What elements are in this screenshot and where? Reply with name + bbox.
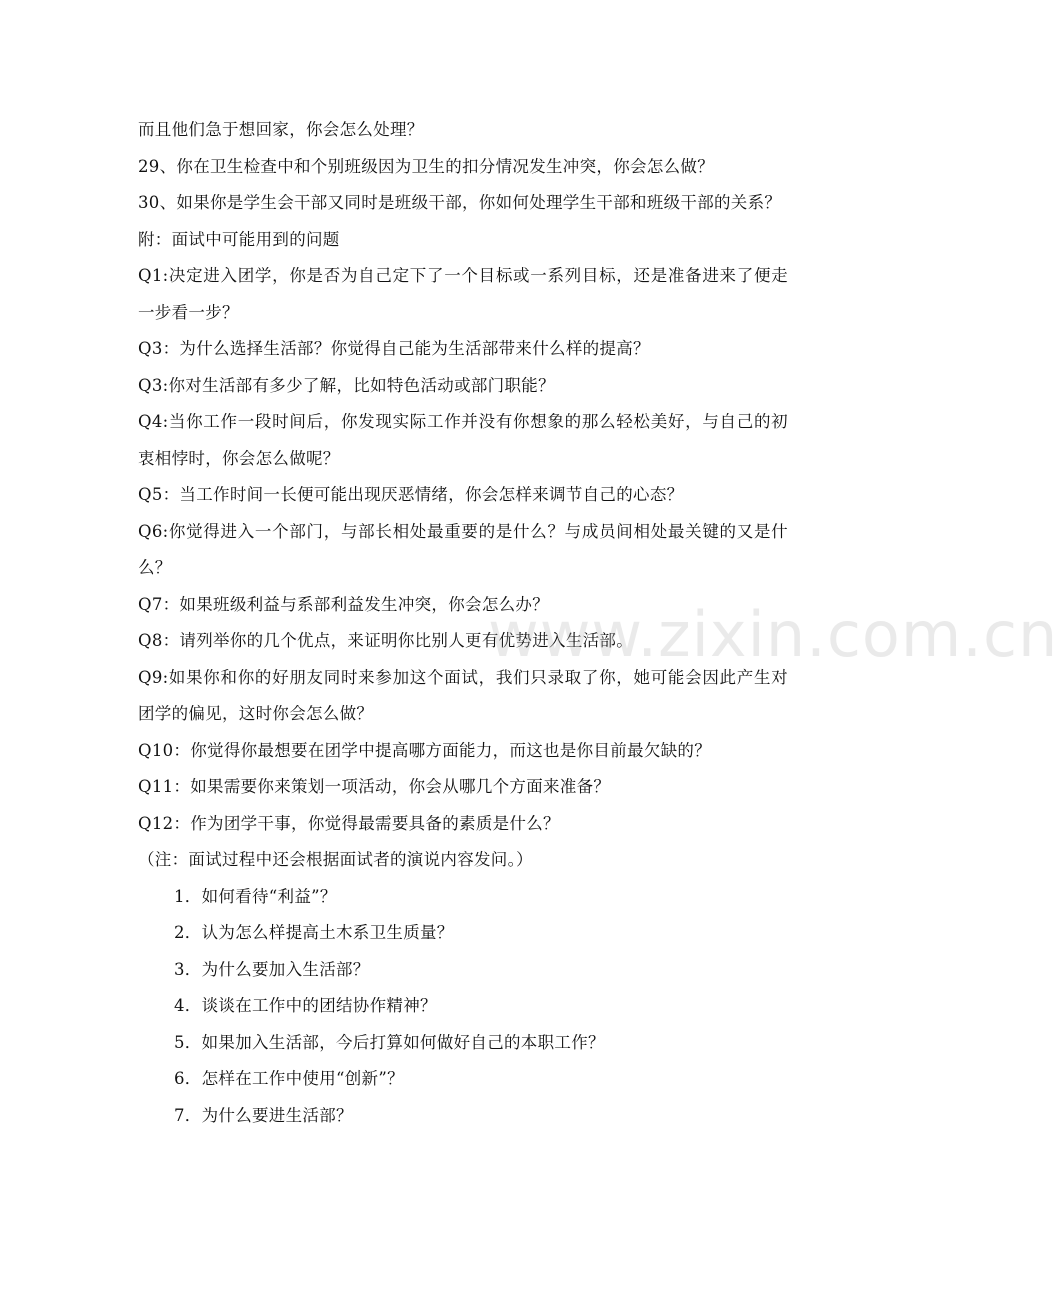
paragraph: Q9:如果你和你的好朋友同时来参加这个面试，我们只录取了你，她可能会因此产生对团学的偏见，这时你会怎么做？ (138, 667, 788, 723)
list-item: 6．怎样在工作中使用“创新”？ (174, 1069, 404, 1088)
paragraph: Q5：当工作时间一长便可能出现厌恶情绪，你会怎样来调节自己的心态？ (138, 485, 684, 504)
paragraph: Q11：如果需要你来策划一项活动，你会从哪几个方面来准备？ (138, 777, 611, 796)
list-item: 2．认为怎么样提高土木系卫生质量？ (174, 923, 454, 942)
paragraph: Q4:当你工作一段时间后，你发现实际工作并没有你想象的那么轻松美好，与自己的初衷相悖时，你会怎么做呢？ (138, 412, 788, 468)
list-item: 1．如何看待“利益”？ (174, 886, 337, 906)
paragraph: 而且他们急于想回家，你会怎么处理？ (138, 120, 424, 139)
paragraph: Q1:决定进入团学，你是否为自己定下了一个目标或一系列目标，还是准备进来了便走一步看一步？ (138, 266, 788, 322)
paragraph: 30、如果你是学生会干部又同时是班级干部，你如何处理学生干部和班级干部的关系？ (138, 193, 782, 212)
list-item: 5．如果加入生活部，今后打算如何做好自己的本职工作？ (174, 1032, 605, 1052)
paragraph: Q3：为什么选择生活部？你觉得自己能为生活部带来什么样的提高？ (138, 339, 650, 358)
list-item: 4．谈谈在工作中的团结协作精神？ (174, 996, 437, 1015)
note-paragraph: （注：面试过程中还会根据面试者的演说内容发问。） (138, 850, 533, 869)
paragraph: 29、你在卫生检查中和个别班级因为卫生的扣分情况发生冲突，你会怎么做？ (138, 156, 714, 176)
paragraph: Q3:你对生活部有多少了解，比如特色活动或部门职能？ (138, 375, 555, 395)
watermark: www.zixin.com.cn (488, 598, 1058, 671)
paragraph: Q12：作为团学干事，你觉得最需要具备的素质是什么？ (138, 813, 560, 833)
paragraph: 附：面试中可能用到的问题 (138, 229, 340, 249)
list-item: 7．为什么要进生活部？ (174, 1105, 353, 1125)
list-item: 3．为什么要加入生活部？ (174, 959, 370, 979)
paragraph: Q8：请列举你的几个优点，来证明你比别人更有优势进入生活部。 (138, 631, 634, 650)
document-body (138, 112, 788, 1134)
paragraph: Q7：如果班级利益与系部利益发生冲突，你会怎么办？ (138, 594, 550, 614)
paragraph: Q10：你觉得你最想要在团学中提高哪方面能力，而这也是你目前最欠缺的？ (138, 740, 712, 760)
paragraph: Q6:你觉得进入一个部门，与部长相处最重要的是什么？与成员间相处最关键的又是什么？ (138, 521, 788, 577)
